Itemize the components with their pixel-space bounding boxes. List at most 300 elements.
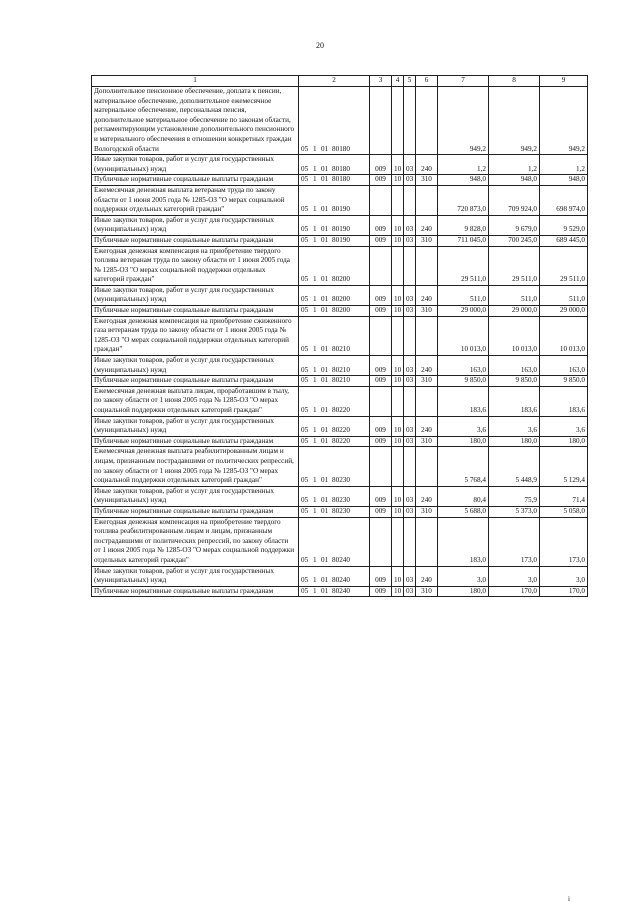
code-part: 1: [313, 406, 317, 414]
code-part: 1: [313, 275, 317, 284]
row-name-cell: Публичные нормативные социальные выплаты гражданам: [92, 506, 299, 517]
footer-mark: і: [568, 895, 570, 903]
row-amount-cell: 173,0: [489, 517, 540, 566]
table-row: [92, 285, 588, 305]
row-subsection-cell: 03: [404, 586, 416, 597]
row-section-cell: [392, 185, 404, 215]
row-amount-cell: 3,6: [540, 416, 588, 436]
code-part: 1: [313, 576, 317, 585]
row-expense-type-cell: 240: [416, 356, 438, 376]
code-part: 80240: [332, 586, 350, 595]
code-part: 80200: [332, 306, 350, 315]
code-part: 01: [321, 365, 329, 374]
row-subsection-cell: 03: [404, 416, 416, 436]
row-subsection-cell: 03: [404, 486, 416, 506]
code-part: 01: [321, 406, 329, 414]
column-header: 1: [92, 76, 299, 87]
row-code-cell: [299, 506, 370, 517]
row-subsection-cell: [404, 517, 416, 566]
code-part: 80220: [332, 426, 350, 435]
row-amount-cell: 29 511,0: [489, 246, 540, 285]
row-amount-cell: 71,4: [540, 486, 588, 506]
code-part: 1: [313, 506, 317, 515]
row-expense-type-cell: 310: [416, 376, 438, 387]
row-amount-cell: 9 850,0: [489, 376, 540, 387]
row-section-cell: 10: [392, 416, 404, 436]
row-section-cell: [392, 386, 404, 416]
row-amount-cell: 3,0: [540, 566, 588, 586]
row-subsection-cell: 03: [404, 436, 416, 447]
code-part: 01: [321, 476, 329, 485]
row-amount-cell: 3,0: [438, 566, 489, 586]
code-part: 80220: [332, 436, 350, 445]
row-subsection-cell: 03: [404, 155, 416, 175]
row-expense-type-cell: 310: [416, 506, 438, 517]
code-part: 05: [301, 506, 309, 515]
code-part: 1: [313, 144, 317, 153]
code-part: 1: [313, 496, 317, 505]
row-amount-cell: 163,0: [489, 356, 540, 376]
row-amount-cell: 180,0: [438, 436, 489, 447]
row-subsection-cell: 03: [404, 215, 416, 235]
column-header: 7: [438, 76, 489, 87]
code-part: 05: [301, 406, 309, 414]
row-amount-cell: 709 924,0: [489, 185, 540, 215]
row-amount-cell: 1,2: [438, 155, 489, 175]
column-header: 8: [489, 76, 540, 87]
row-name-cell: Ежемесячная денежная выплата ветеранам труда по закону области от 1 июня 2005 года № 1285-ОЗ "О мерах социальной поддержки отдельных категорий граждан": [92, 185, 299, 215]
code-part: 1: [313, 376, 317, 385]
code-part: 01: [321, 426, 329, 435]
table-row: [92, 586, 588, 597]
code-part: 01: [321, 205, 329, 214]
row-expense-type-cell: 240: [416, 155, 438, 175]
row-amount-cell: 9 850,0: [540, 376, 588, 387]
code-part: 1: [313, 164, 317, 173]
row-name-cell: Иные закупки товаров, работ и услуг для государственных (муниципальных) нужд: [92, 416, 299, 436]
row-name-cell: Ежемесячная денежная выплата лицам, проработавшим в тылу, по закону области от 1 июня 2005 года № 1285-ОЗ "О мерах социальной поддержки отдельных категорий граждан": [92, 386, 299, 416]
code-part: 80230: [332, 496, 350, 505]
row-name-cell: Иные закупки товаров, работ и услуг для государственных (муниципальных) нужд: [92, 285, 299, 305]
row-expense-type-cell: 310: [416, 175, 438, 186]
code-part: 1: [313, 235, 317, 244]
row-amount-cell: 10 013,0: [489, 316, 540, 355]
table-row: [92, 416, 588, 436]
code-part: 01: [321, 175, 329, 184]
code-part: 1: [313, 175, 317, 184]
row-amount-cell: 5 373,0: [489, 506, 540, 517]
row-amount-cell: 3,0: [489, 566, 540, 586]
row-ministry-cell: 009: [370, 376, 392, 387]
code-part: 05: [301, 576, 309, 585]
row-name-cell: Ежегодная денежная компенсация на приобретение твердого топлива ветеранам труда по закону области от 1 июня 2005 года № 1285-ОЗ "О мерах социальной поддержки отдельных категорий граждан": [92, 246, 299, 285]
code-part: 05: [301, 586, 309, 595]
row-subsection-cell: 03: [404, 306, 416, 317]
row-code-cell: [299, 486, 370, 506]
row-subsection-cell: 03: [404, 235, 416, 246]
code-part: 01: [321, 586, 329, 595]
code-part: 80220: [332, 406, 350, 414]
column-header: 5: [404, 76, 416, 87]
row-name-cell: Ежемесячная денежная выплата реабилитированным лицам и лицам, признанным пострадавшими от политических репрессий, по закону области от 1 июня 2005 года № 1285-ОЗ "О мерах социальной поддержки отдельных категорий граждан": [92, 447, 299, 486]
row-amount-cell: 5 448,9: [489, 447, 540, 486]
row-section-cell: 10: [392, 155, 404, 175]
table-row: [92, 356, 588, 376]
code-part: 80230: [332, 506, 350, 515]
row-section-cell: 10: [392, 306, 404, 317]
row-code-cell: [299, 416, 370, 436]
code-part: 1: [313, 365, 317, 374]
code-part: 1: [313, 295, 317, 304]
row-subsection-cell: [404, 87, 416, 155]
code-part: 01: [321, 164, 329, 173]
table-row: [92, 185, 588, 215]
row-section-cell: 10: [392, 566, 404, 586]
code-part: 05: [301, 144, 309, 153]
code-part: 80180: [332, 175, 350, 184]
row-expense-type-cell: 240: [416, 215, 438, 235]
row-section-cell: 10: [392, 376, 404, 387]
code-part: 1: [313, 476, 317, 485]
page-number: 20: [316, 41, 324, 50]
row-expense-type-cell: 310: [416, 235, 438, 246]
row-ministry-cell: [370, 185, 392, 215]
row-amount-cell: 5 768,4: [438, 447, 489, 486]
row-expense-type-cell: [416, 517, 438, 566]
row-code-cell: [299, 215, 370, 235]
row-amount-cell: 180,0: [438, 586, 489, 597]
code-part: 01: [321, 576, 329, 585]
row-expense-type-cell: 240: [416, 486, 438, 506]
row-name-cell: Ежегодная денежная компенсация на приобретение сжиженного газа ветеранам труда по закону области от 1 июня 2005 года № 1285-ОЗ "О мерах социальной поддержки отдельных категорий граждан": [92, 316, 299, 355]
row-code-cell: [299, 447, 370, 486]
row-expense-type-cell: [416, 386, 438, 416]
row-amount-cell: 949,2: [438, 87, 489, 155]
table-header-row: [92, 76, 588, 87]
row-code-cell: [299, 155, 370, 175]
row-expense-type-cell: 240: [416, 566, 438, 586]
row-expense-type-cell: 310: [416, 306, 438, 317]
code-part: 01: [321, 555, 329, 564]
column-header: 3: [370, 76, 392, 87]
code-part: 80190: [332, 225, 350, 234]
row-name-cell: Публичные нормативные социальные выплаты гражданам: [92, 175, 299, 186]
row-section-cell: [392, 246, 404, 285]
row-amount-cell: 9 850,0: [438, 376, 489, 387]
row-amount-cell: 183,6: [489, 386, 540, 416]
code-part: 05: [301, 205, 309, 214]
row-amount-cell: 3,6: [489, 416, 540, 436]
table-row: [92, 235, 588, 246]
row-name-cell: Иные закупки товаров, работ и услуг для государственных (муниципальных) нужд: [92, 215, 299, 235]
row-amount-cell: 183,6: [438, 386, 489, 416]
row-amount-cell: 5 058,0: [540, 506, 588, 517]
row-section-cell: 10: [392, 506, 404, 517]
row-section-cell: 10: [392, 436, 404, 447]
table-row: [92, 155, 588, 175]
row-expense-type-cell: 310: [416, 436, 438, 447]
table-row: [92, 506, 588, 517]
row-subsection-cell: 03: [404, 506, 416, 517]
row-ministry-cell: [370, 316, 392, 355]
row-code-cell: [299, 436, 370, 447]
row-code-cell: [299, 246, 370, 285]
row-code-cell: [299, 316, 370, 355]
row-amount-cell: 170,0: [540, 586, 588, 597]
row-name-cell: Публичные нормативные социальные выплаты гражданам: [92, 235, 299, 246]
row-section-cell: 10: [392, 356, 404, 376]
row-code-cell: [299, 306, 370, 317]
row-subsection-cell: [404, 185, 416, 215]
row-ministry-cell: 009: [370, 416, 392, 436]
table-row: [92, 246, 588, 285]
row-ministry-cell: 009: [370, 155, 392, 175]
column-header: 6: [416, 76, 438, 87]
code-part: 80200: [332, 275, 350, 284]
row-name-cell: Публичные нормативные социальные выплаты гражданам: [92, 586, 299, 597]
code-part: 80190: [332, 235, 350, 244]
code-part: 01: [321, 235, 329, 244]
budget-table: [91, 75, 588, 597]
code-part: 01: [321, 506, 329, 515]
code-part: 05: [301, 175, 309, 184]
row-expense-type-cell: [416, 447, 438, 486]
row-amount-cell: 180,0: [540, 436, 588, 447]
table-row: [92, 316, 588, 355]
row-amount-cell: 5 129,4: [540, 447, 588, 486]
row-expense-type-cell: [416, 87, 438, 155]
row-amount-cell: 9 828,0: [438, 215, 489, 235]
code-part: 01: [321, 436, 329, 445]
row-expense-type-cell: 240: [416, 285, 438, 305]
row-amount-cell: 29 511,0: [438, 246, 489, 285]
code-part: 05: [301, 235, 309, 244]
row-amount-cell: 720 873,0: [438, 185, 489, 215]
row-amount-cell: 9 679,0: [489, 215, 540, 235]
code-part: 01: [321, 376, 329, 385]
row-code-cell: [299, 376, 370, 387]
code-part: 80240: [332, 576, 350, 585]
code-part: 80190: [332, 205, 350, 214]
code-part: 1: [313, 436, 317, 445]
row-section-cell: 10: [392, 215, 404, 235]
row-ministry-cell: 009: [370, 235, 392, 246]
row-subsection-cell: 03: [404, 356, 416, 376]
row-ministry-cell: 009: [370, 506, 392, 517]
code-part: 05: [301, 345, 309, 354]
code-part: 80230: [332, 476, 350, 485]
code-part: 05: [301, 436, 309, 445]
code-part: 80200: [332, 295, 350, 304]
code-part: 01: [321, 345, 329, 354]
row-amount-cell: 948,0: [438, 175, 489, 186]
row-subsection-cell: [404, 316, 416, 355]
row-amount-cell: 1,2: [489, 155, 540, 175]
code-part: 1: [313, 345, 317, 354]
row-ministry-cell: [370, 447, 392, 486]
row-amount-cell: 29 511,0: [540, 246, 588, 285]
row-section-cell: 10: [392, 175, 404, 186]
code-part: 05: [301, 365, 309, 374]
row-ministry-cell: 009: [370, 306, 392, 317]
code-part: 1: [313, 205, 317, 214]
row-subsection-cell: 03: [404, 285, 416, 305]
table-row: [92, 566, 588, 586]
table-row: [92, 517, 588, 566]
code-part: 01: [321, 295, 329, 304]
code-part: 1: [313, 225, 317, 234]
table-row: [92, 175, 588, 186]
row-amount-cell: 698 974,0: [540, 185, 588, 215]
row-name-cell: Иные закупки товаров, работ и услуг для государственных (муниципальных) нужд: [92, 356, 299, 376]
row-name-cell: Ежегодная денежная компенсация на приобретение твердого топлива реабилитированным лицам и лицам, признанным пострадавшими от политических репрессий, по закону области от 1 июня 2005 года № 1285-ОЗ "О мерах социальной поддержки отдельных категорий граждан": [92, 517, 299, 566]
column-header: 2: [299, 76, 370, 87]
row-amount-cell: 711 045,0: [438, 235, 489, 246]
row-name-cell: Публичные нормативные социальные выплаты гражданам: [92, 306, 299, 317]
code-part: 05: [301, 476, 309, 485]
row-section-cell: [392, 87, 404, 155]
row-code-cell: [299, 517, 370, 566]
row-amount-cell: 511,0: [438, 285, 489, 305]
row-section-cell: 10: [392, 235, 404, 246]
table-row: [92, 306, 588, 317]
row-name-cell: Иные закупки товаров, работ и услуг для государственных (муниципальных) нужд: [92, 155, 299, 175]
row-code-cell: [299, 386, 370, 416]
row-code-cell: [299, 586, 370, 597]
row-name-cell: Иные закупки товаров, работ и услуг для государственных (муниципальных) нужд: [92, 486, 299, 506]
code-part: 05: [301, 295, 309, 304]
row-ministry-cell: [370, 517, 392, 566]
code-part: 01: [321, 144, 329, 153]
row-ministry-cell: 009: [370, 215, 392, 235]
row-amount-cell: 10 013,0: [438, 316, 489, 355]
row-ministry-cell: 009: [370, 566, 392, 586]
row-code-cell: [299, 87, 370, 155]
row-code-cell: [299, 285, 370, 305]
row-ministry-cell: [370, 386, 392, 416]
row-amount-cell: 170,0: [489, 586, 540, 597]
row-name-cell: Иные закупки товаров, работ и услуг для государственных (муниципальных) нужд: [92, 566, 299, 586]
row-amount-cell: 3,6: [438, 416, 489, 436]
row-code-cell: [299, 175, 370, 186]
table-row: [92, 87, 588, 155]
code-part: 01: [321, 496, 329, 505]
code-part: 80180: [332, 144, 350, 153]
code-part: 80210: [332, 376, 350, 385]
code-part: 05: [301, 164, 309, 173]
code-part: 1: [313, 426, 317, 435]
row-ministry-cell: 009: [370, 436, 392, 447]
code-part: 01: [321, 306, 329, 315]
row-code-cell: [299, 185, 370, 215]
row-expense-type-cell: [416, 246, 438, 285]
row-subsection-cell: 03: [404, 175, 416, 186]
code-part: 80210: [332, 365, 350, 374]
row-ministry-cell: 009: [370, 356, 392, 376]
row-section-cell: [392, 316, 404, 355]
row-ministry-cell: [370, 87, 392, 155]
row-code-cell: [299, 356, 370, 376]
code-part: 80180: [332, 164, 350, 173]
row-name-cell: Публичные нормативные социальные выплаты гражданам: [92, 376, 299, 387]
code-part: 05: [301, 225, 309, 234]
row-subsection-cell: 03: [404, 566, 416, 586]
table-row: [92, 215, 588, 235]
row-amount-cell: 949,2: [540, 87, 588, 155]
code-part: 05: [301, 426, 309, 435]
row-amount-cell: 180,0: [489, 436, 540, 447]
row-subsection-cell: 03: [404, 376, 416, 387]
row-amount-cell: 29 000,0: [438, 306, 489, 317]
row-subsection-cell: [404, 246, 416, 285]
row-subsection-cell: [404, 447, 416, 486]
code-part: 80210: [332, 345, 350, 354]
row-amount-cell: 29 000,0: [489, 306, 540, 317]
row-amount-cell: 173,0: [540, 517, 588, 566]
table-row: [92, 486, 588, 506]
column-header: 4: [392, 76, 404, 87]
column-header: 9: [540, 76, 588, 87]
row-ministry-cell: 009: [370, 486, 392, 506]
row-expense-type-cell: [416, 185, 438, 215]
row-expense-type-cell: 310: [416, 586, 438, 597]
row-ministry-cell: 009: [370, 285, 392, 305]
code-part: 1: [313, 306, 317, 315]
code-part: 1: [313, 555, 317, 564]
row-amount-cell: 511,0: [540, 285, 588, 305]
row-name-cell: Дополнительное пенсионное обеспечение, доплата к пенсии, материальное обеспечение, дополнительное ежемесячное материальное обеспечение, персональная пенсия, дополнительное материальное обеспечение по законам области, регламентирующим установление дополнительного пенсионного и материального обеспечения в отношении конкретных граждан Вологодской области: [92, 87, 299, 155]
row-amount-cell: 700 245,0: [489, 235, 540, 246]
row-ministry-cell: 009: [370, 175, 392, 186]
row-amount-cell: 689 445,0: [540, 235, 588, 246]
row-expense-type-cell: 240: [416, 416, 438, 436]
row-amount-cell: 80,4: [438, 486, 489, 506]
row-section-cell: 10: [392, 586, 404, 597]
row-section-cell: [392, 517, 404, 566]
code-part: 01: [321, 225, 329, 234]
table-row: [92, 376, 588, 387]
row-amount-cell: 163,0: [540, 356, 588, 376]
row-section-cell: 10: [392, 285, 404, 305]
table-row: [92, 386, 588, 416]
code-part: 05: [301, 376, 309, 385]
row-amount-cell: 511,0: [489, 285, 540, 305]
row-amount-cell: 948,0: [489, 175, 540, 186]
code-part: 01: [321, 275, 329, 284]
row-amount-cell: 9 529,0: [540, 215, 588, 235]
table-row: [92, 436, 588, 447]
row-section-cell: [392, 447, 404, 486]
code-part: 05: [301, 555, 309, 564]
code-part: 80240: [332, 555, 350, 564]
code-part: 05: [301, 306, 309, 315]
row-amount-cell: 10 013,0: [540, 316, 588, 355]
row-subsection-cell: [404, 386, 416, 416]
row-amount-cell: 163,0: [438, 356, 489, 376]
row-code-cell: [299, 566, 370, 586]
row-section-cell: 10: [392, 486, 404, 506]
row-amount-cell: 949,2: [489, 87, 540, 155]
row-name-cell: Публичные нормативные социальные выплаты гражданам: [92, 436, 299, 447]
row-amount-cell: 29 000,0: [540, 306, 588, 317]
row-amount-cell: 183,6: [540, 386, 588, 416]
row-amount-cell: 948,0: [540, 175, 588, 186]
row-amount-cell: 1,2: [540, 155, 588, 175]
table-row: [92, 447, 588, 486]
code-part: 05: [301, 496, 309, 505]
row-expense-type-cell: [416, 316, 438, 355]
code-part: 1: [313, 586, 317, 595]
